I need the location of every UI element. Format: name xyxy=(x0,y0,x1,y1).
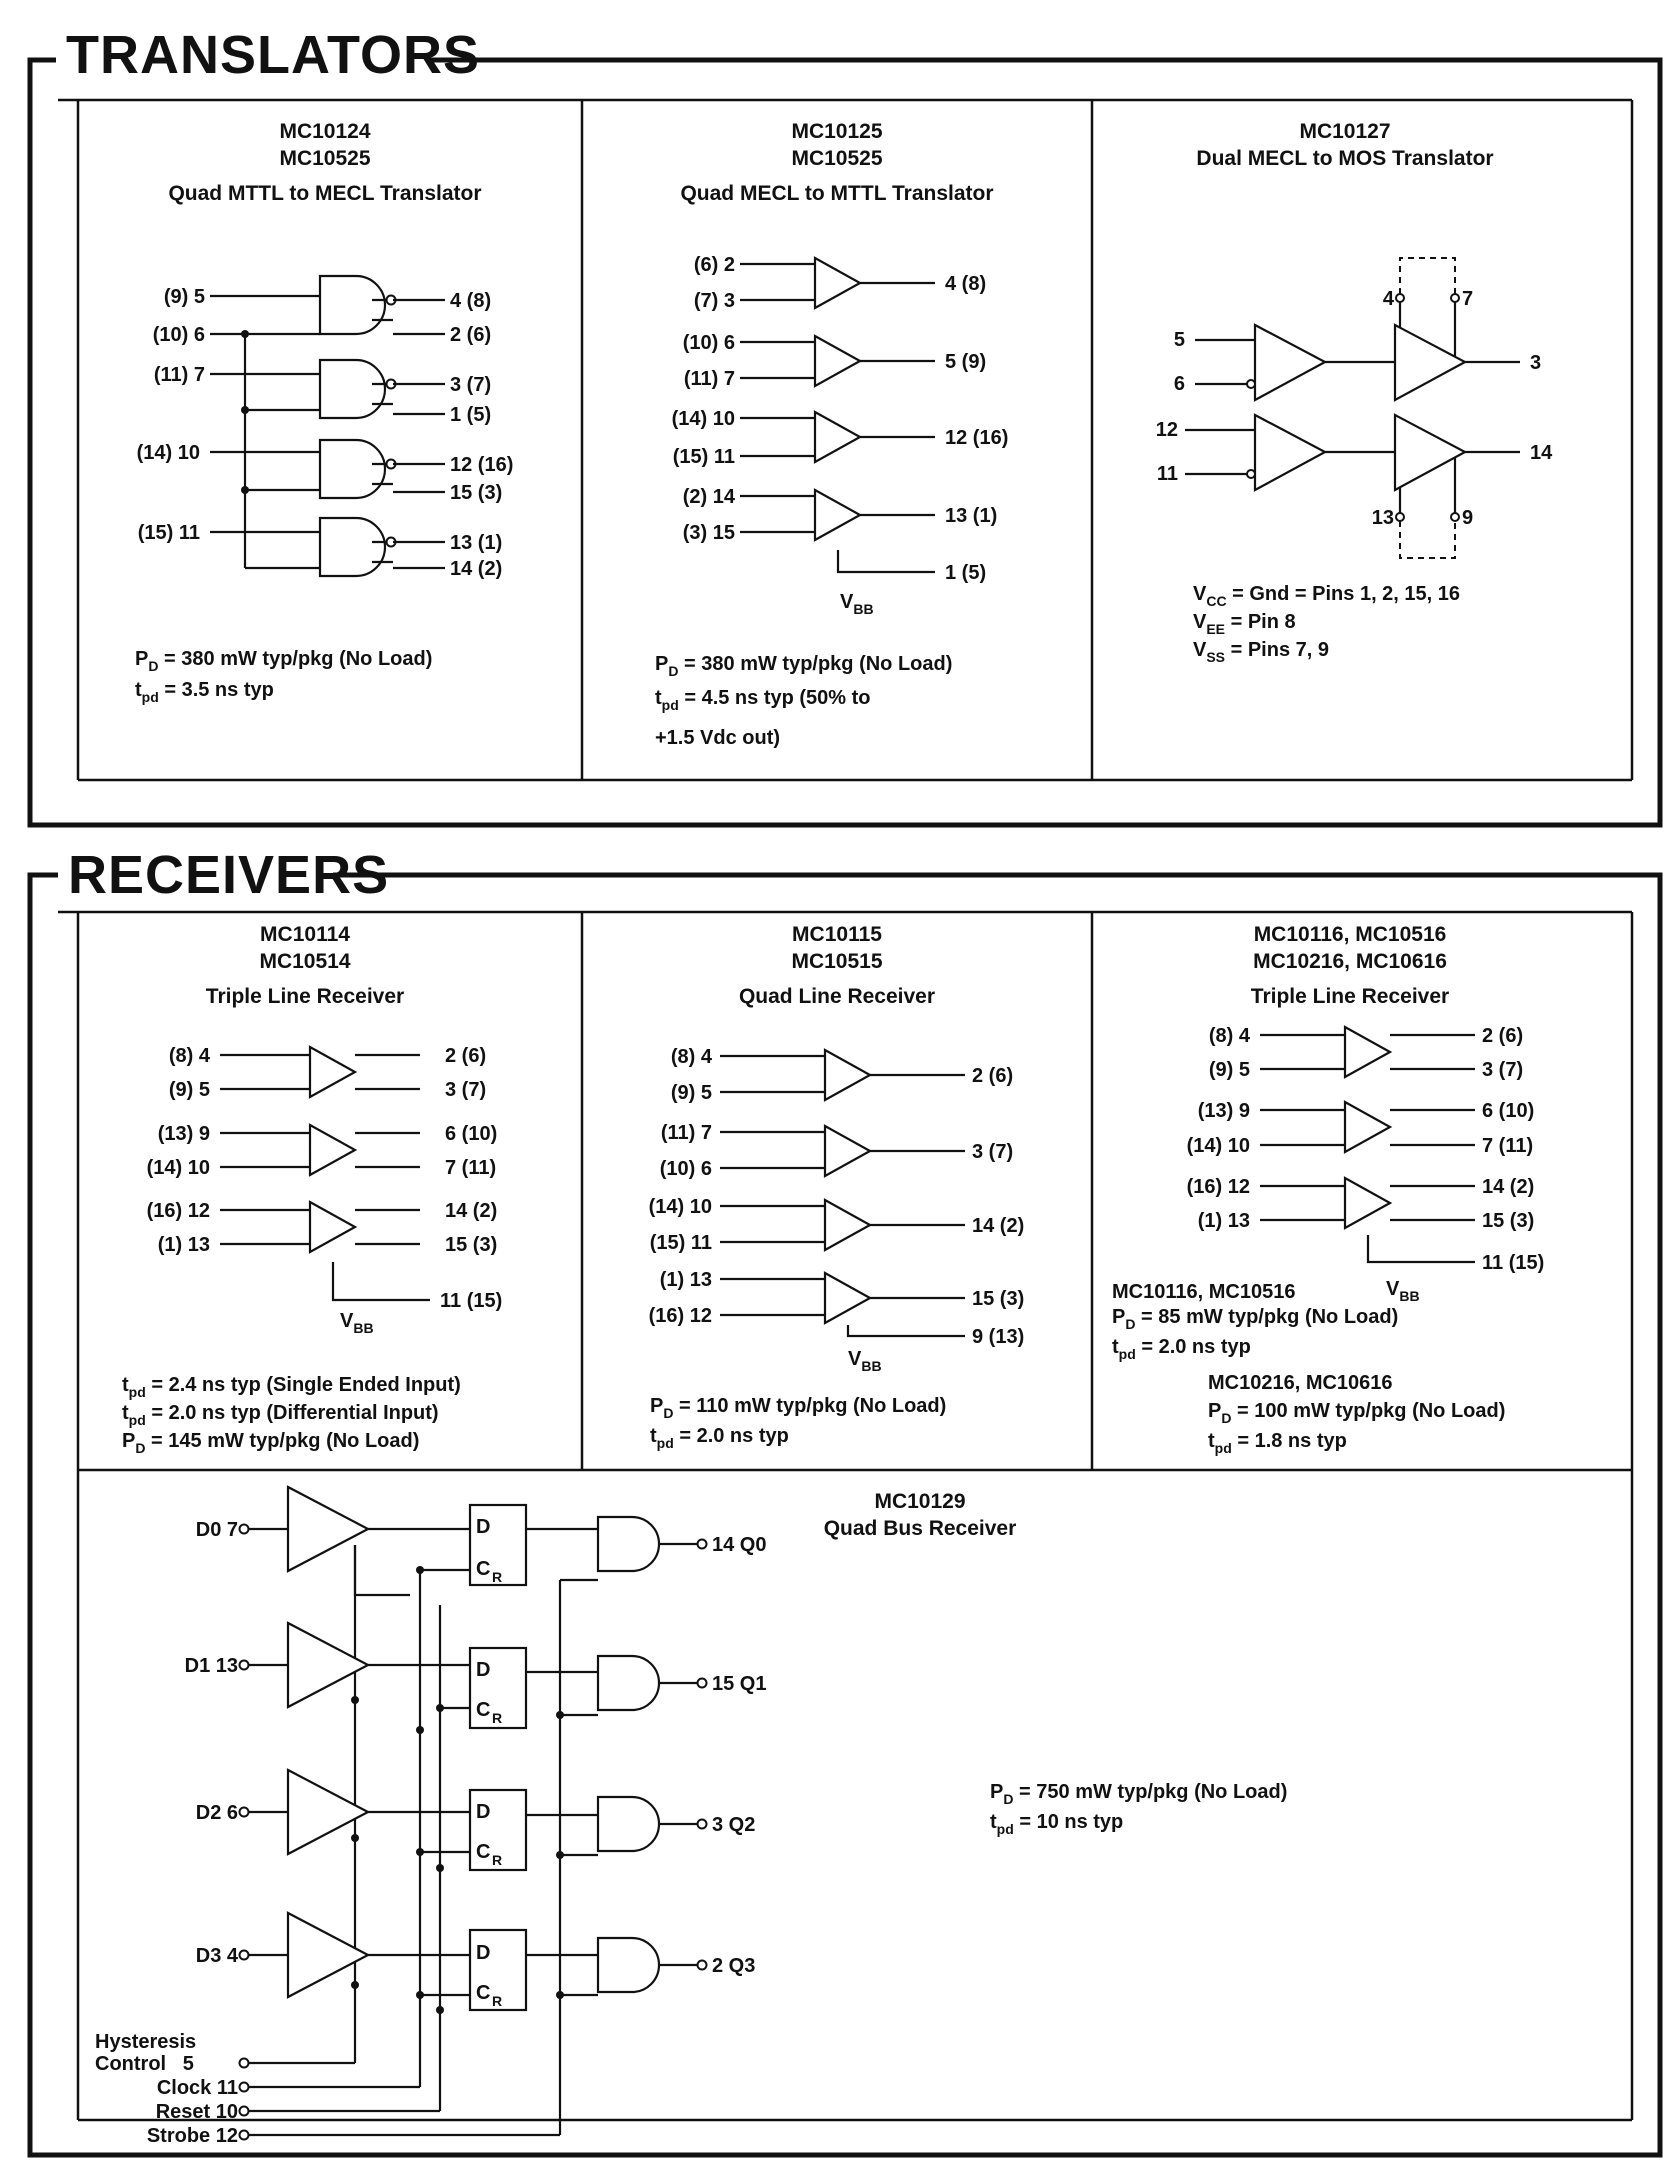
pin-label: 6 (10) xyxy=(1482,1100,1535,1122)
pin-label: (14) 10 xyxy=(136,442,200,464)
pin-label: 4 (8) xyxy=(945,273,987,295)
ff-d-label: D xyxy=(476,1516,491,1538)
pin-label: (1) 13 xyxy=(659,1269,712,1291)
mc10114-specs xyxy=(122,1374,461,1456)
svg-text:MC10116, MC10516: MC10116, MC10516 xyxy=(1112,1281,1296,1303)
mc10124-specs xyxy=(135,648,432,705)
pin-label: 15 (3) xyxy=(450,482,503,504)
part-description: Triple Line Receiver xyxy=(205,985,405,1008)
part-number: MC10129 xyxy=(874,1490,966,1513)
ff-d-label: D xyxy=(476,1801,491,1823)
pin-label: (13) 9 xyxy=(157,1123,210,1145)
pin-label: (14) 10 xyxy=(146,1157,210,1179)
svg-text:PD = 100 mW typ/pkg (No Load): $P_D = 100$ mW typ/pkg (No Load) xyxy=(1208,1400,1506,1426)
input-label: D1 13 xyxy=(184,1655,238,1677)
output-label: 15 Q1 xyxy=(712,1673,767,1695)
pin-label: (14) 10 xyxy=(1186,1135,1250,1157)
svg-text:PD = 380 mW typ/pkg (No Load): $P_D = 380$ mW typ/pkg (No Load) xyxy=(655,653,953,679)
svg-text:VEE = Pin 8: $V_{EE}$ = Pin 8 xyxy=(1193,611,1296,637)
pin-label: 14 (2) xyxy=(1482,1176,1535,1198)
mc10129-specs xyxy=(990,1781,1287,1837)
receivers-section xyxy=(30,845,1660,2155)
svg-text:tpd = 2.0 ns typ: $t_{pd} = 2.0$ ns typ xyxy=(650,1425,789,1451)
pin-label: (10) 6 xyxy=(659,1158,712,1180)
mc10116-schematic xyxy=(1260,1027,1475,1262)
pin-label: 6 xyxy=(1173,373,1185,395)
pin-label: 14 xyxy=(1530,442,1553,464)
mc10127-panel xyxy=(1156,120,1553,665)
input-label: D0 7 xyxy=(195,1519,238,1541)
svg-text:tpd = 2.0 ns typ: $t_{pd} = 2.0$ ns typ xyxy=(1112,1336,1251,1362)
mc10114-schematic xyxy=(220,1047,430,1300)
pin-label: 3 (7) xyxy=(972,1141,1014,1163)
mc10129-schematic xyxy=(240,1487,707,2140)
pin-label: (1) 13 xyxy=(1197,1210,1250,1232)
pin-label: (15) 11 xyxy=(137,522,200,544)
pin-label: (13) 9 xyxy=(1197,1100,1250,1122)
part-number: MC10127 xyxy=(1299,120,1391,143)
part-description: Quad Bus Receiver xyxy=(823,1517,1017,1540)
ff-r-label: R xyxy=(492,1569,503,1585)
pin-label: (8) 4 xyxy=(670,1046,712,1068)
pin-label: 14 (2) xyxy=(445,1200,498,1222)
part-number: MC10116, MC10516 xyxy=(1253,923,1447,946)
pin-label: (15) 11 xyxy=(649,1232,712,1254)
svg-text:MC10216, MC10616: MC10216, MC10616 xyxy=(1208,1372,1393,1394)
ff-r-label: R xyxy=(492,1852,503,1868)
pin-label: 11 (15) xyxy=(440,1290,503,1312)
svg-text:+1.5 Vdc out): +1.5 Vdc out) xyxy=(655,727,781,749)
vbb-label: $V_{BB}$ xyxy=(340,1310,374,1336)
pin-label: (11) 7 xyxy=(153,364,205,386)
mc10114-panel xyxy=(122,923,502,1456)
svg-text:PD = 145 mW typ/pkg (No Load): $P_D = 145$ mW typ/pkg (No Load) xyxy=(122,1430,420,1456)
svg-text:PD = 380 mW typ/pkg (No Load): $P_D = 380$ mW typ/pkg (No Load) xyxy=(135,648,433,674)
part-number-alt: MC10514 xyxy=(259,950,351,973)
pin-label: 3 (7) xyxy=(1482,1059,1524,1081)
pin-label: (14) 10 xyxy=(671,408,735,430)
ff-c-label: C xyxy=(476,1841,491,1863)
input-label: D2 6 xyxy=(195,1802,238,1824)
ff-d-label: D xyxy=(476,1942,491,1964)
svg-text:tpd = 1.8 ns typ: $t_{pd} = 1.8$ ns typ xyxy=(1208,1430,1347,1456)
vbb-label: $V_{BB}$ xyxy=(848,1348,882,1374)
mc10115-panel xyxy=(649,923,1025,1451)
pin-label: 3 (7) xyxy=(445,1079,487,1101)
pin-label: 4 xyxy=(1382,288,1394,310)
pin-label: 11 xyxy=(1156,463,1178,485)
pin-label: 12 xyxy=(1155,419,1178,441)
svg-text:tpd = 3.5 ns typ: $t_{pd} = 3.5$ ns typ xyxy=(135,679,274,705)
pin-label: 2 (6) xyxy=(1482,1025,1524,1047)
pin-label: 1 (5) xyxy=(945,562,987,584)
svg-text:PD = 750 mW typ/pkg (No Load): $P_D = 750$ mW typ/pkg (No Load) xyxy=(990,1781,1288,1807)
pin-label: 6 (10) xyxy=(445,1123,498,1145)
pin-label: (11) 7 xyxy=(683,368,735,390)
pin-label: 4 (8) xyxy=(450,290,492,312)
pin-label: 2 (6) xyxy=(450,324,492,346)
mc10115-specs xyxy=(650,1395,946,1451)
pin-label: 12 (16) xyxy=(450,454,514,476)
pin-label: (16) 12 xyxy=(1186,1176,1250,1198)
ff-c-label: C xyxy=(476,1558,491,1580)
pin-label: 7 (11) xyxy=(1482,1135,1534,1157)
pin-label: (3) 15 xyxy=(682,522,735,544)
control-label: Reset 10 xyxy=(155,2101,238,2123)
pin-label: (1) 13 xyxy=(157,1234,210,1256)
svg-text:tpd = 2.0 ns typ (Differential: $t_{pd} = 2.0$ ns typ (Differential Input) xyxy=(122,1402,439,1428)
ff-c-label: C xyxy=(476,1982,491,2004)
pin-label: 3 (7) xyxy=(450,374,492,396)
pin-label: 9 xyxy=(1462,507,1474,529)
mc10129-panel xyxy=(95,1487,1287,2147)
pin-label: (16) 12 xyxy=(146,1200,210,1222)
pin-label: (10) 6 xyxy=(152,324,205,346)
pin-label: 15 (3) xyxy=(1482,1210,1535,1232)
svg-text:PD = 110 mW typ/pkg (No Load): $P_D = 110$ mW typ/pkg (No Load) xyxy=(650,1395,947,1421)
mc10124-panel xyxy=(135,120,513,705)
pin-label: 9 (13) xyxy=(972,1326,1025,1348)
part-description: Quad Line Receiver xyxy=(738,985,936,1008)
pin-label: 7 (11) xyxy=(445,1157,497,1179)
control-label: Hysteresis xyxy=(95,2031,197,2053)
pin-label: 11 (15) xyxy=(1482,1252,1545,1274)
ff-d-label: D xyxy=(476,1659,491,1681)
ff-r-label: R xyxy=(492,1993,503,2009)
part-number: MC10115 xyxy=(792,923,882,946)
mc10127-specs xyxy=(1193,583,1460,665)
pin-label: 15 (3) xyxy=(972,1288,1025,1310)
input-label: D3 4 xyxy=(195,1945,238,1967)
mc10125-specs xyxy=(655,653,952,749)
pin-label: 13 (1) xyxy=(450,532,503,554)
svg-text:tpd = 10 ns typ: $t_{pd} = 10$ ns typ xyxy=(990,1811,1124,1837)
ff-c-label: C xyxy=(476,1699,491,1721)
pin-label: (9) 5 xyxy=(163,286,205,308)
control-label: Strobe 12 xyxy=(146,2125,238,2147)
mc10116-panel xyxy=(1112,923,1544,1456)
section-title-receivers: RECEIVERS xyxy=(68,845,390,905)
vbb-label: $V_{BB}$ xyxy=(840,591,874,617)
mc10116-specs xyxy=(1112,1281,1505,1456)
pin-label: (14) 10 xyxy=(648,1196,712,1218)
part-description: Dual MECL to MOS Translator xyxy=(1196,147,1494,170)
output-label: 3 Q2 xyxy=(712,1814,756,1836)
svg-text:tpd = 2.4 ns typ (Single Ended: $t_{pd} = 2.4$ ns typ (Single Ended Input) xyxy=(122,1374,461,1400)
pin-label: (8) 4 xyxy=(1208,1025,1250,1047)
ff-r-label: R xyxy=(492,1710,503,1726)
pin-label: (15) 11 xyxy=(672,446,735,468)
part-number-alt: MC10216, MC10616 xyxy=(1253,950,1447,973)
part-number-alt: MC10515 xyxy=(791,950,883,973)
pin-label: (9) 5 xyxy=(670,1082,712,1104)
pin-label: (10) 6 xyxy=(682,332,735,354)
part-number: MC10114 xyxy=(260,923,350,946)
pin-label: (9) 5 xyxy=(168,1079,210,1101)
pin-label: (6) 2 xyxy=(693,254,735,276)
pin-label: (8) 4 xyxy=(168,1045,210,1067)
pin-label: 1 (5) xyxy=(450,404,492,426)
pin-label: 3 xyxy=(1530,352,1542,374)
svg-text:VCC = Gnd = Pins 1, 2, 15, 16: $V_{CC}$ = Gnd = Pins 1, 2, 15, 16 xyxy=(1193,583,1461,609)
section-title-translators: TRANSLATORS xyxy=(66,25,480,85)
mc10115-schematic xyxy=(720,1050,965,1336)
pin-label: (16) 12 xyxy=(648,1305,712,1327)
vbb-label: $V_{BB}$ xyxy=(1386,1278,1420,1304)
control-label: Clock 11 xyxy=(156,2077,238,2099)
pin-label: (7) 3 xyxy=(693,290,735,312)
pin-label: 13 (1) xyxy=(945,505,998,527)
pin-label: 2 (6) xyxy=(972,1065,1014,1087)
svg-text:tpd = 4.5 ns typ (50% to: $t_{pd} = 4.5$ ns typ (50% to xyxy=(655,687,871,713)
part-description: Triple Line Receiver xyxy=(1250,985,1450,1008)
svg-text:VSS = Pins 7, 9: $V_{SS}$ = Pins 7, 9 xyxy=(1193,639,1329,665)
control-label: Control 5 xyxy=(95,2053,194,2075)
pin-label: 5 xyxy=(1173,329,1185,351)
pin-label: 7 xyxy=(1462,288,1474,310)
pin-label: (2) 14 xyxy=(682,486,735,508)
pin-label: 2 (6) xyxy=(445,1045,487,1067)
part-number: MC10124 xyxy=(279,120,371,143)
output-label: 2 Q3 xyxy=(712,1955,756,1977)
pin-label: 14 (2) xyxy=(972,1215,1025,1237)
pin-label: (9) 5 xyxy=(1208,1059,1250,1081)
mc10124-schematic xyxy=(210,276,445,576)
pin-label: 13 xyxy=(1371,507,1394,529)
pin-label: 14 (2) xyxy=(450,558,503,580)
pin-label: (11) 7 xyxy=(660,1122,712,1144)
mc10125-panel xyxy=(655,120,1008,749)
part-number: MC10125 xyxy=(791,120,883,143)
pin-label: 5 (9) xyxy=(945,351,987,373)
svg-text:PD = 85 mW typ/pkg (No Load): $P_D = 85$ mW typ/pkg (No Load) xyxy=(1112,1306,1399,1332)
part-number-alt: MC10525 xyxy=(279,147,371,170)
mc10125-schematic xyxy=(740,258,935,572)
pin-label: 15 (3) xyxy=(445,1234,498,1256)
pin-label: 12 (16) xyxy=(945,427,1009,449)
output-label: 14 Q0 xyxy=(712,1534,767,1556)
part-description: Quad MTTL to MECL Translator xyxy=(168,182,482,205)
part-number-alt: MC10525 xyxy=(791,147,883,170)
part-description: Quad MECL to MTTL Translator xyxy=(680,182,994,205)
